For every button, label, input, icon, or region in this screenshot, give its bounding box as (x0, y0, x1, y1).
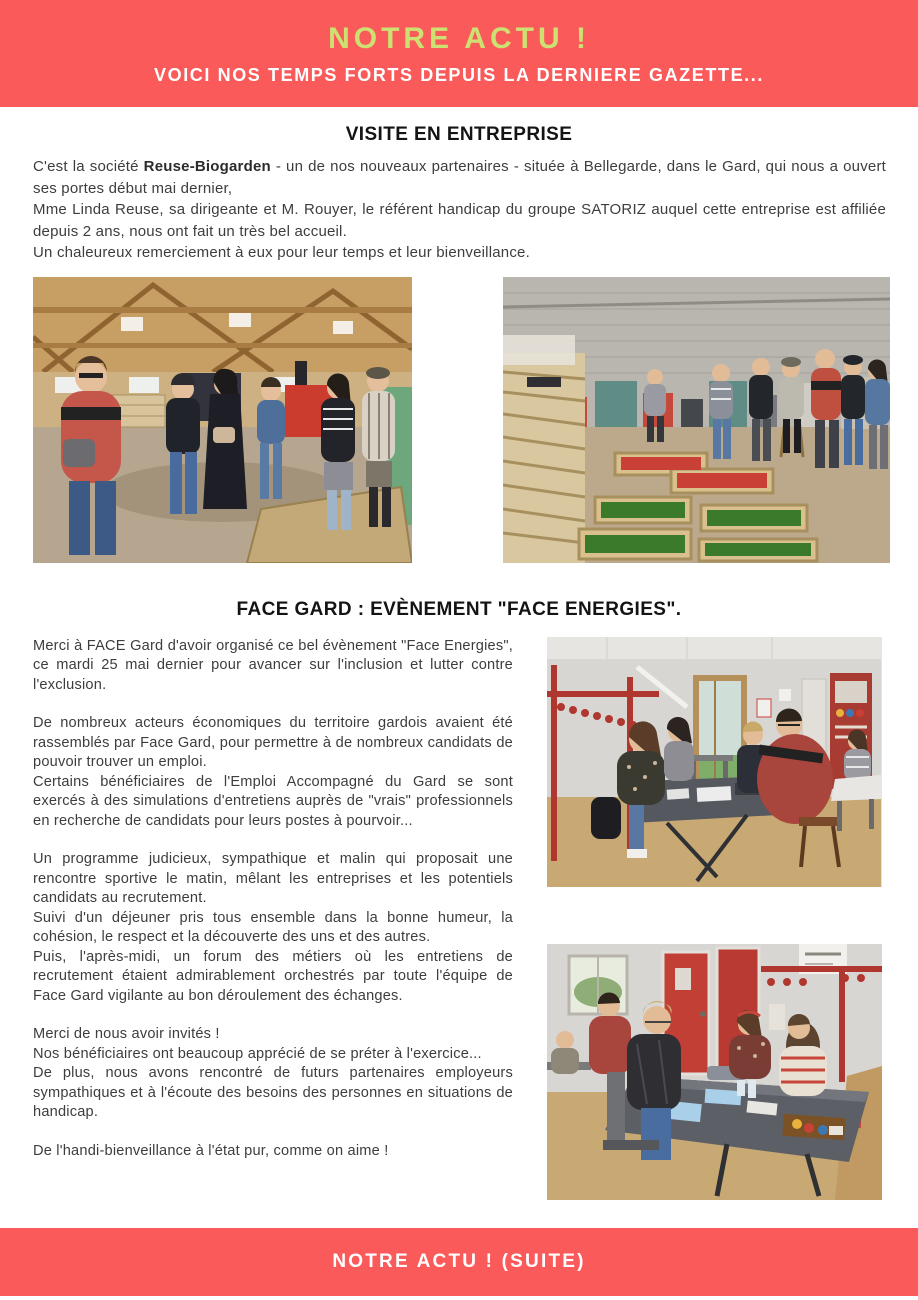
visite-line1-suffix: - un de nos nouveaux partenaires - située à Bellegarde, dans le Gard, qui nous a ouvert ses portes début mai dernier, (33, 158, 887, 197)
face-paragraph-block (33, 850, 513, 1006)
face-line: Un programme judicieux, sympathique et malin qui proposait une rencontre sportive le matin, mêlant les entreprises et les potentiels candidats au recrutement. (33, 851, 513, 906)
visite-photo-warehouse (503, 277, 890, 563)
footer-title: NOTRE ACTU ! (SUITE) (332, 1251, 586, 1272)
face-paragraph-block (33, 637, 513, 696)
face-photo-interviews (547, 637, 882, 887)
face-section (33, 637, 890, 1200)
face-paragraph-block (33, 1142, 513, 1162)
header-banner (0, 0, 918, 107)
footer-banner (0, 1228, 918, 1296)
face-line: De plus, nous avons rencontré de futurs partenaires employeurs sympathiques et à l'écoute des besoins des personnes en situations de handicap. (33, 1065, 513, 1120)
face-line: De nombreux acteurs économiques du territoire gardois avaient été rassemblés par Face Gard, pour permettre à de nombreux candidats de pouvoir trouver un emploi. (33, 715, 513, 770)
visite-line1-prefix: C'est la société (33, 158, 144, 175)
visite-line2: Mme Linda Reuse, sa dirigeante et M. Rouyer, le référent handicap du groupe SATORIZ auquel cette entreprise est affiliée depuis 2 ans, nous ont fait un très bel accueil. (33, 201, 886, 240)
face-photo-column (547, 637, 882, 1200)
face-line: Merci à FACE Gard d'avoir organisé ce bel évènement "Face Energies", ce mardi 25 mai dernier pour avancer sur l'inclusion et lutter contre l'exclusion. (33, 637, 513, 693)
page-title: NOTRE ACTU ! (328, 21, 590, 55)
face-paragraph-block (33, 714, 513, 831)
visite-line3: Un chaleureux remerciement à eux pour leur temps et leur bienveillance. (33, 244, 530, 261)
section-heading-face: FACE GARD : EVÈNEMENT "FACE ENERGIES". (236, 598, 682, 620)
face-line: Puis, l'après-midi, un forum des métiers où les entretiens de recrutement étaient admirablement orchestrés par toute l'équipe de Face Gard vigilante au bon déroulement des échanges. (33, 948, 513, 1004)
face-photo-forum (547, 944, 882, 1200)
face-line: Certains bénéficiaires de l'Emploi Accompagné du Gard se sont exercés à des simulations d'entretiens auprès de "vrais" professionnels en recherche de candidats pour leurs postes à pourvoir... (33, 773, 513, 829)
visite-photo-row (33, 277, 890, 563)
face-line: Nos bénéficiaires ont beaucoup apprécié de se préter à l'exercice... (33, 1045, 482, 1062)
visite-line1 (33, 156, 886, 199)
visite-photo-barn (33, 277, 412, 563)
face-line: De l'handi-bienveillance à l'état pur, comme on aime ! (33, 1142, 389, 1159)
face-line: Merci de nous avoir invités ! (33, 1026, 220, 1042)
face-line: Suivi d'un déjeuner pris tous ensemble dans la bonne humeur, la cohésion, le respect et la découverte des uns et des autres. (33, 909, 513, 945)
section-heading-visite: VISITE EN ENTREPRISE (345, 124, 573, 145)
face-text-column (33, 637, 513, 1162)
visite-company-name: Reuse-Biogarden (143, 158, 271, 175)
page-subtitle: VOICI NOS TEMPS FORTS DEPUIS LA DERNIERE GAZETTE... (154, 64, 764, 85)
face-paragraph-block (33, 1025, 513, 1123)
visite-intro-text (33, 156, 886, 264)
